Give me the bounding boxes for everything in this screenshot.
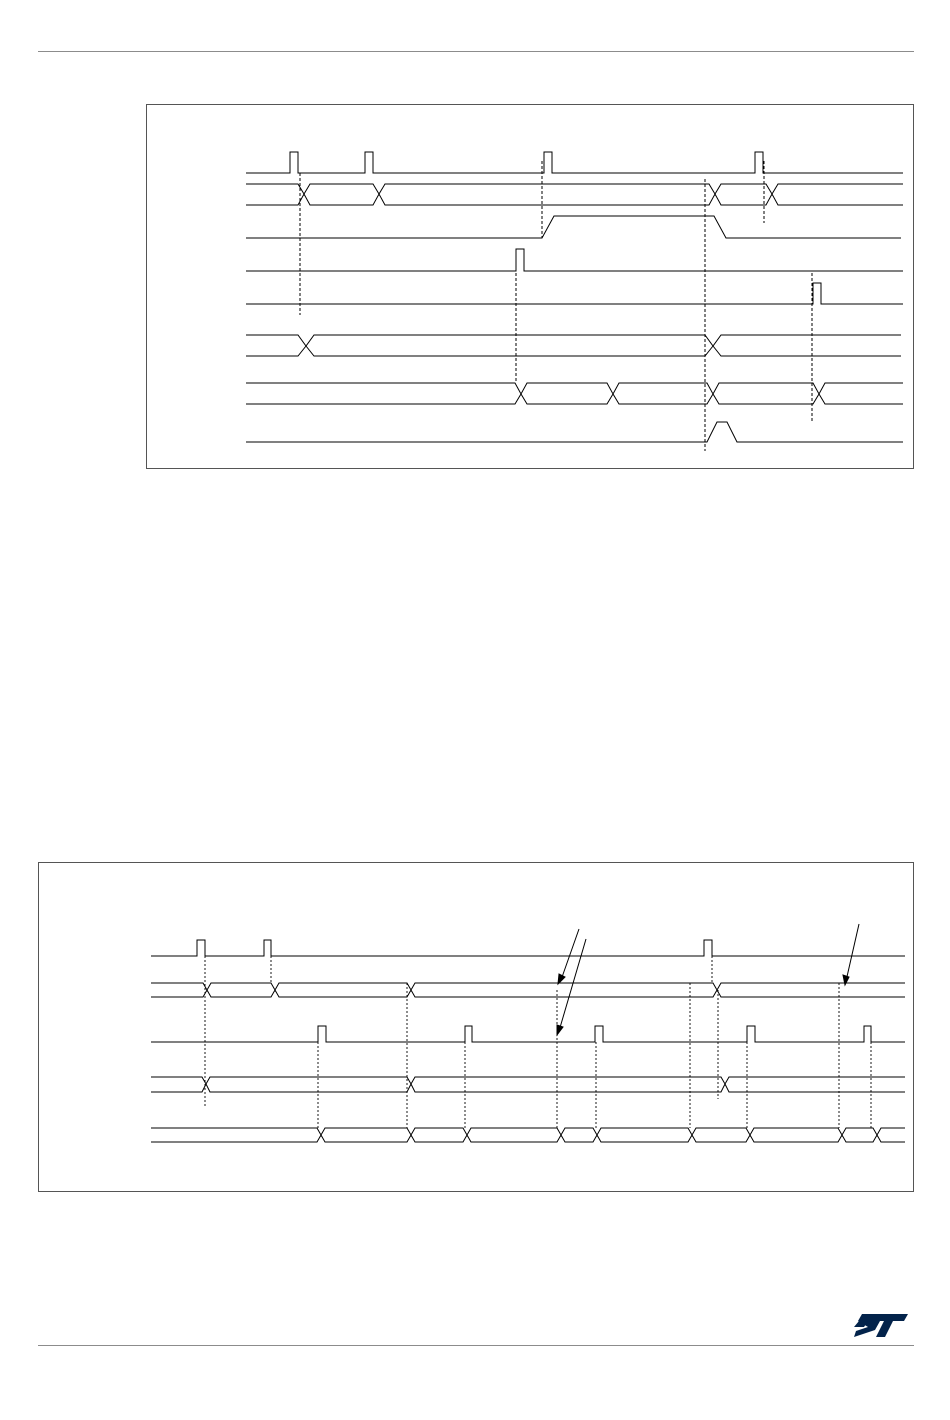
signal-c-pulse-waveform — [151, 1026, 905, 1042]
signal-2-bus — [246, 184, 903, 205]
signal-5-pulse-waveform — [246, 283, 903, 304]
signal-8-pulse-waveform — [246, 422, 903, 442]
signal-7-bus — [246, 383, 903, 404]
timing-diagram-2-svg — [39, 863, 915, 1193]
signal-1-pulse-waveform — [246, 152, 903, 173]
footer-rule — [38, 1345, 914, 1346]
header-rule — [38, 51, 914, 52]
timing-diagram-1-svg — [147, 105, 915, 470]
signal-e-bus — [151, 1128, 905, 1142]
signal-3-level-waveform — [246, 216, 901, 238]
signal-b-bus — [151, 983, 905, 997]
signal-a-pulse-waveform — [151, 940, 905, 956]
timing-diagram-1 — [146, 104, 914, 469]
timing-diagram-2 — [38, 862, 914, 1192]
signal-6-bus — [246, 335, 901, 356]
st-logo-icon — [852, 1310, 910, 1340]
annotation-arrows — [557, 924, 859, 1035]
signal-d-bus — [151, 1077, 905, 1092]
signal-4-pulse-waveform — [246, 249, 903, 271]
